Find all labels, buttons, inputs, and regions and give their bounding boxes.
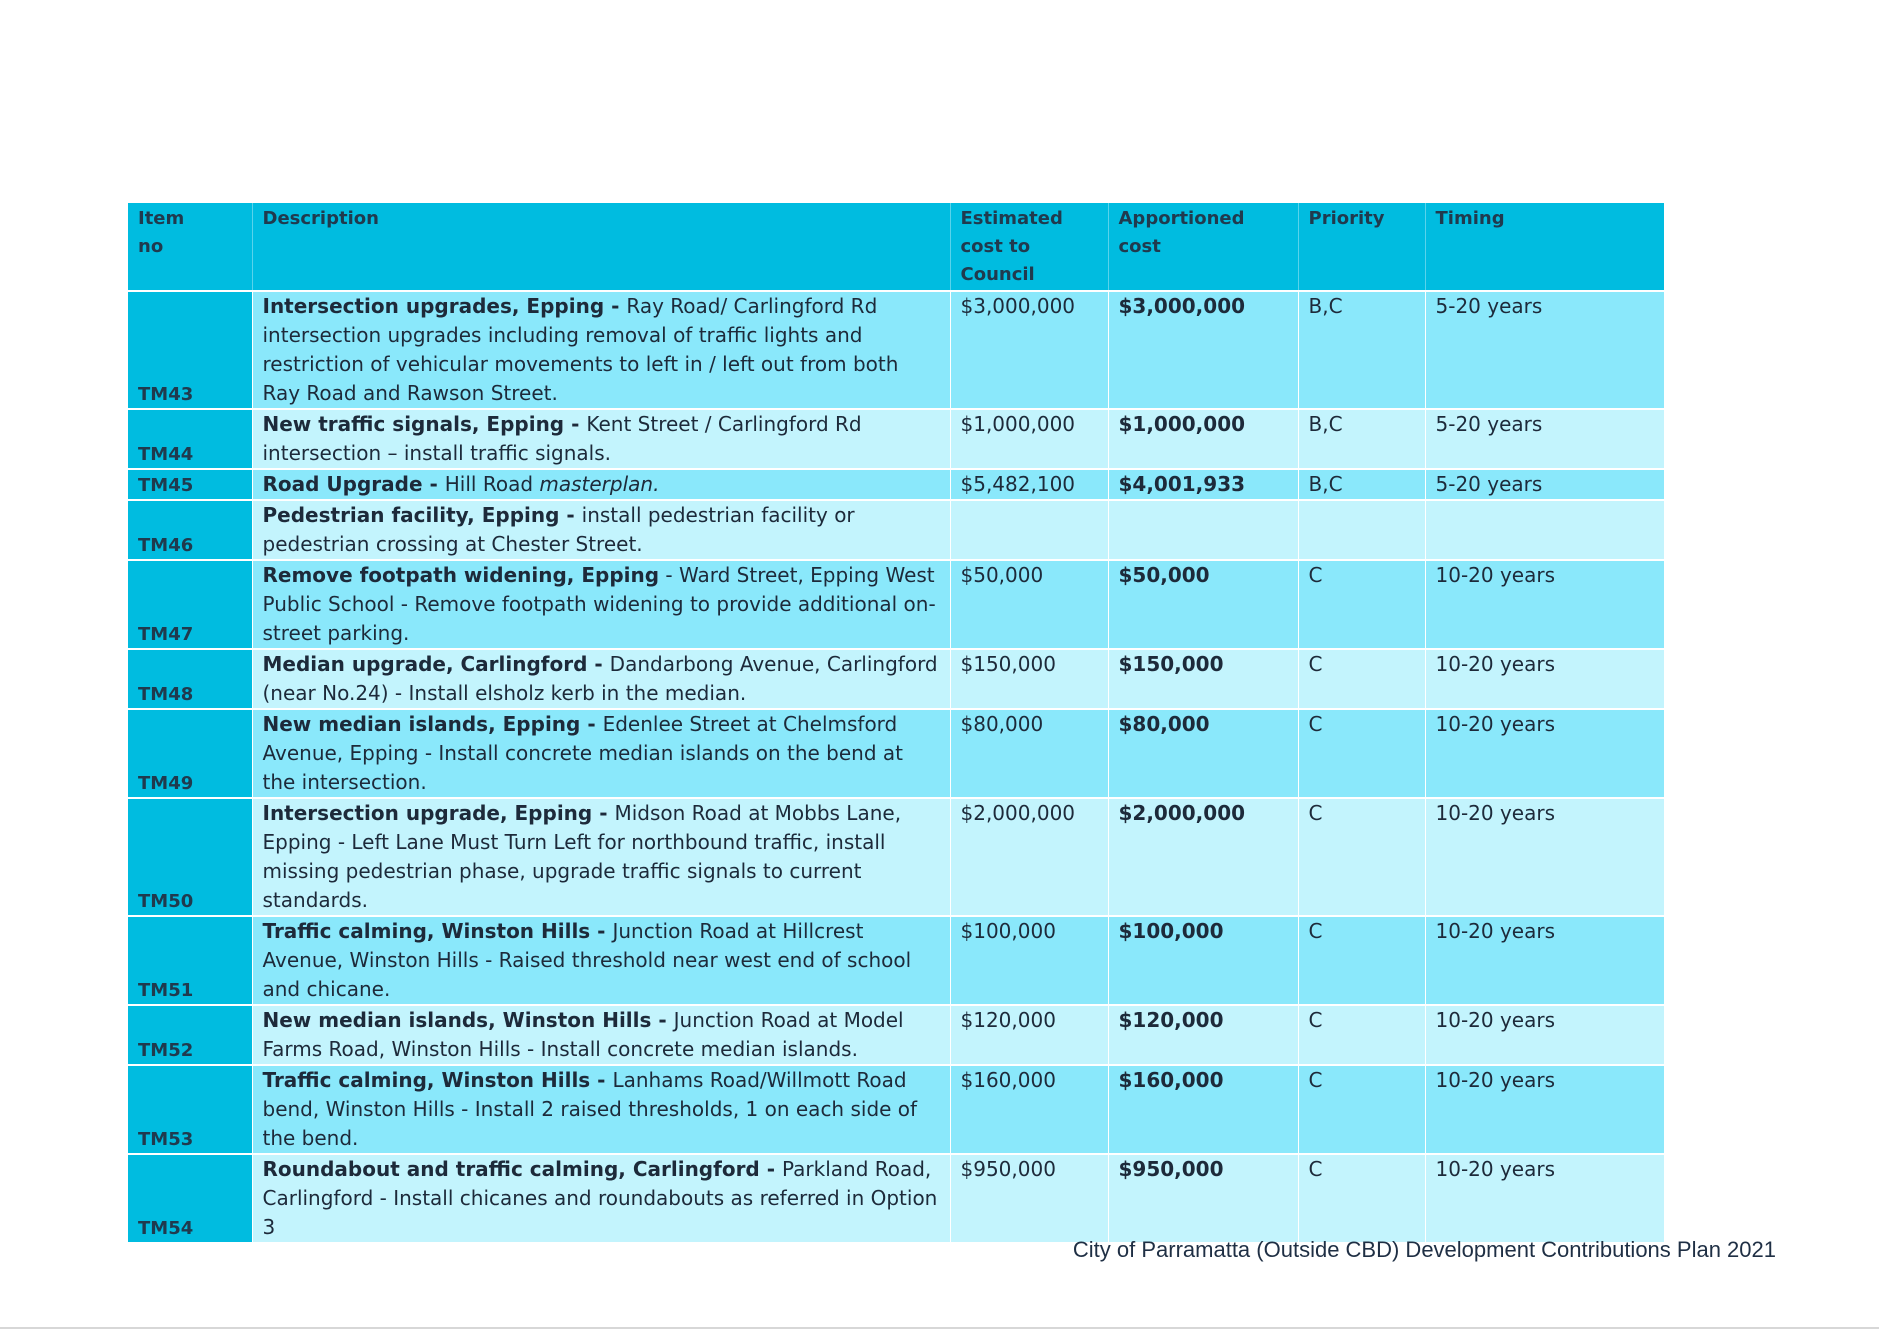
estimated-cost-cell: $120,000 xyxy=(950,1005,1108,1065)
priority-cell: C xyxy=(1298,709,1425,798)
timing-cell: 10-20 years xyxy=(1425,1154,1664,1242)
estimated-cost-cell: $150,000 xyxy=(950,649,1108,709)
table-row xyxy=(128,798,1664,916)
timing-cell: 10-20 years xyxy=(1425,798,1664,916)
item-number-cell: TM45 xyxy=(128,469,252,500)
description-text: Parkland Road, Carlingford - Install chicanes and roundabouts as referred in Option 3 xyxy=(262,1157,938,1239)
table-row xyxy=(128,649,1664,709)
priority-cell: C xyxy=(1298,560,1425,649)
apportioned-cost-cell: $3,000,000 xyxy=(1108,291,1298,409)
description-cell xyxy=(252,291,950,409)
header-priority: Priority xyxy=(1298,203,1425,291)
header-item-line: no xyxy=(138,236,164,257)
estimated-cost-cell: $1,000,000 xyxy=(950,409,1108,469)
header-apportioned-cost xyxy=(1108,203,1298,291)
timing-cell: 5-20 years xyxy=(1425,291,1664,409)
priority-cell xyxy=(1298,500,1425,560)
timing-cell: 10-20 years xyxy=(1425,916,1664,1005)
footer-document-title: City of Parramatta (Outside CBD) Development Contributions Plan 2021 xyxy=(1072,1237,1776,1262)
description-cell xyxy=(252,916,950,1005)
description-cell xyxy=(252,469,950,500)
description-cell xyxy=(252,798,950,916)
description-text: Junction Road at Model Farms Road, Winston Hills - Install concrete median islands. xyxy=(262,1008,904,1061)
apportioned-cost-cell: $150,000 xyxy=(1108,649,1298,709)
description-title: Traffic calming, Winston Hills - xyxy=(262,1068,613,1092)
description-title: Intersection upgrades, Epping - xyxy=(262,294,627,318)
apportioned-cost-cell: $950,000 xyxy=(1108,1154,1298,1242)
description-cell xyxy=(252,649,950,709)
description-title: New median islands, Winston Hills - xyxy=(262,1008,674,1032)
timing-cell xyxy=(1425,500,1664,560)
header-estimated-line: Council xyxy=(960,264,1035,285)
description-title: Roundabout and traffic calming, Carlingford - xyxy=(262,1157,782,1181)
item-number-cell: TM48 xyxy=(128,649,252,709)
table-row xyxy=(128,560,1664,649)
apportioned-cost-cell: $160,000 xyxy=(1108,1065,1298,1154)
estimated-cost-cell: $5,482,100 xyxy=(950,469,1108,500)
estimated-cost-cell: $50,000 xyxy=(950,560,1108,649)
description-italic-text: masterplan. xyxy=(539,472,660,496)
description-text: install pedestrian facility or pedestrian crossing at Chester Street. xyxy=(262,503,855,556)
item-number-cell: TM53 xyxy=(128,1065,252,1154)
priority-cell: C xyxy=(1298,798,1425,916)
header-timing: Timing xyxy=(1425,203,1664,291)
description-cell xyxy=(252,560,950,649)
item-number-cell: TM44 xyxy=(128,409,252,469)
priority-cell: C xyxy=(1298,1065,1425,1154)
priority-cell: B,C xyxy=(1298,409,1425,469)
estimated-cost-cell: $3,000,000 xyxy=(950,291,1108,409)
description-cell xyxy=(252,1065,950,1154)
timing-cell: 5-20 years xyxy=(1425,409,1664,469)
item-number-cell: TM52 xyxy=(128,1005,252,1065)
description-title: Remove footpath widening, Epping xyxy=(262,563,660,587)
description-text: Dandarbong Avenue, Carlingford (near No.24) - Install elsholz kerb in the median. xyxy=(262,652,938,705)
priority-cell: C xyxy=(1298,1005,1425,1065)
description-title: Traffic calming, Winston Hills - xyxy=(262,919,613,943)
description-cell xyxy=(252,1005,950,1065)
header-apportioned-line: cost xyxy=(1118,236,1161,257)
description-title: Intersection upgrade, Epping - xyxy=(262,801,615,825)
header-item-line: Item xyxy=(138,208,185,229)
description-title: New traffic signals, Epping - xyxy=(262,412,587,436)
timing-cell: 10-20 years xyxy=(1425,649,1664,709)
description-text: Edenlee Street at Chelmsford Avenue, Epping - Install concrete median islands on the bend at the intersection. xyxy=(262,712,904,794)
table-row xyxy=(128,1154,1664,1242)
item-number-cell: TM51 xyxy=(128,916,252,1005)
estimated-cost-cell: $160,000 xyxy=(950,1065,1108,1154)
description-title: New median islands, Epping - xyxy=(262,712,603,736)
item-number-cell: TM54 xyxy=(128,1154,252,1242)
description-cell xyxy=(252,500,950,560)
table-row xyxy=(128,291,1664,409)
timing-cell: 10-20 years xyxy=(1425,1065,1664,1154)
timing-cell: 10-20 years xyxy=(1425,709,1664,798)
apportioned-cost-cell xyxy=(1108,500,1298,560)
table-body xyxy=(128,291,1664,1242)
item-number-cell: TM50 xyxy=(128,798,252,916)
works-schedule-table xyxy=(128,203,1665,1242)
priority-cell: C xyxy=(1298,916,1425,1005)
estimated-cost-cell: $100,000 xyxy=(950,916,1108,1005)
description-cell xyxy=(252,709,950,798)
apportioned-cost-cell: $100,000 xyxy=(1108,916,1298,1005)
header-row xyxy=(128,203,1664,291)
apportioned-cost-cell: $50,000 xyxy=(1108,560,1298,649)
apportioned-cost-cell: $80,000 xyxy=(1108,709,1298,798)
description-title: Median upgrade, Carlingford - xyxy=(262,652,610,676)
table-row xyxy=(128,500,1664,560)
description-text: Ray Road/ Carlingford Rd intersection upgrades including removal of traffic lights and restriction of vehicular movements to left in / left out from both Ray Road and Rawson Street. xyxy=(262,294,899,405)
timing-cell: 10-20 years xyxy=(1425,1005,1664,1065)
timing-cell: 5-20 years xyxy=(1425,469,1664,500)
description-text: Junction Road at Hillcrest Avenue, Winston Hills - Raised threshold near west end of school and chicane. xyxy=(262,919,912,1001)
description-title: Pedestrian facility, Epping - xyxy=(262,503,582,527)
header-estimated-cost xyxy=(950,203,1108,291)
item-number-cell: TM46 xyxy=(128,500,252,560)
description-cell xyxy=(252,1154,950,1242)
table-row xyxy=(128,709,1664,798)
priority-cell: C xyxy=(1298,649,1425,709)
description-text: Hill Road xyxy=(444,472,540,496)
item-number-cell: TM43 xyxy=(128,291,252,409)
description-text: Midson Road at Mobbs Lane, Epping - Left Lane Must Turn Left for northbound traffic, install missing pedestrian phase, upgrade traffic signals to current standards. xyxy=(262,801,902,912)
header-item-no xyxy=(128,203,252,291)
priority-cell: C xyxy=(1298,1154,1425,1242)
header-estimated-line: cost to xyxy=(960,236,1031,257)
table-row xyxy=(128,916,1664,1005)
description-text: Lanhams Road/Willmott Road bend, Winston Hills - Install 2 raised thresholds, 1 on each side of the bend. xyxy=(262,1068,918,1150)
priority-cell: B,C xyxy=(1298,469,1425,500)
description-title: Road Upgrade - xyxy=(262,472,445,496)
estimated-cost-cell xyxy=(950,500,1108,560)
apportioned-cost-cell: $4,001,933 xyxy=(1108,469,1298,500)
item-number-cell: TM47 xyxy=(128,560,252,649)
header-estimated-line: Estimated xyxy=(960,208,1063,229)
table-row xyxy=(128,409,1664,469)
table-row xyxy=(128,469,1664,500)
timing-cell: 10-20 years xyxy=(1425,560,1664,649)
description-text: - Ward Street, Epping West Public School - Remove footpath widening to provide additional on-street parking. xyxy=(262,563,936,645)
description-text: Kent Street / Carlingford Rd intersection – install traffic signals. xyxy=(262,412,862,465)
apportioned-cost-cell: $120,000 xyxy=(1108,1005,1298,1065)
description-cell xyxy=(252,409,950,469)
table-header xyxy=(128,203,1664,291)
estimated-cost-cell: $2,000,000 xyxy=(950,798,1108,916)
header-apportioned-line: Apportioned xyxy=(1118,208,1245,229)
estimated-cost-cell: $950,000 xyxy=(950,1154,1108,1242)
apportioned-cost-cell: $2,000,000 xyxy=(1108,798,1298,916)
header-description: Description xyxy=(252,203,950,291)
estimated-cost-cell: $80,000 xyxy=(950,709,1108,798)
table-row xyxy=(128,1005,1664,1065)
priority-cell: B,C xyxy=(1298,291,1425,409)
table-row xyxy=(128,1065,1664,1154)
apportioned-cost-cell: $1,000,000 xyxy=(1108,409,1298,469)
item-number-cell: TM49 xyxy=(128,709,252,798)
